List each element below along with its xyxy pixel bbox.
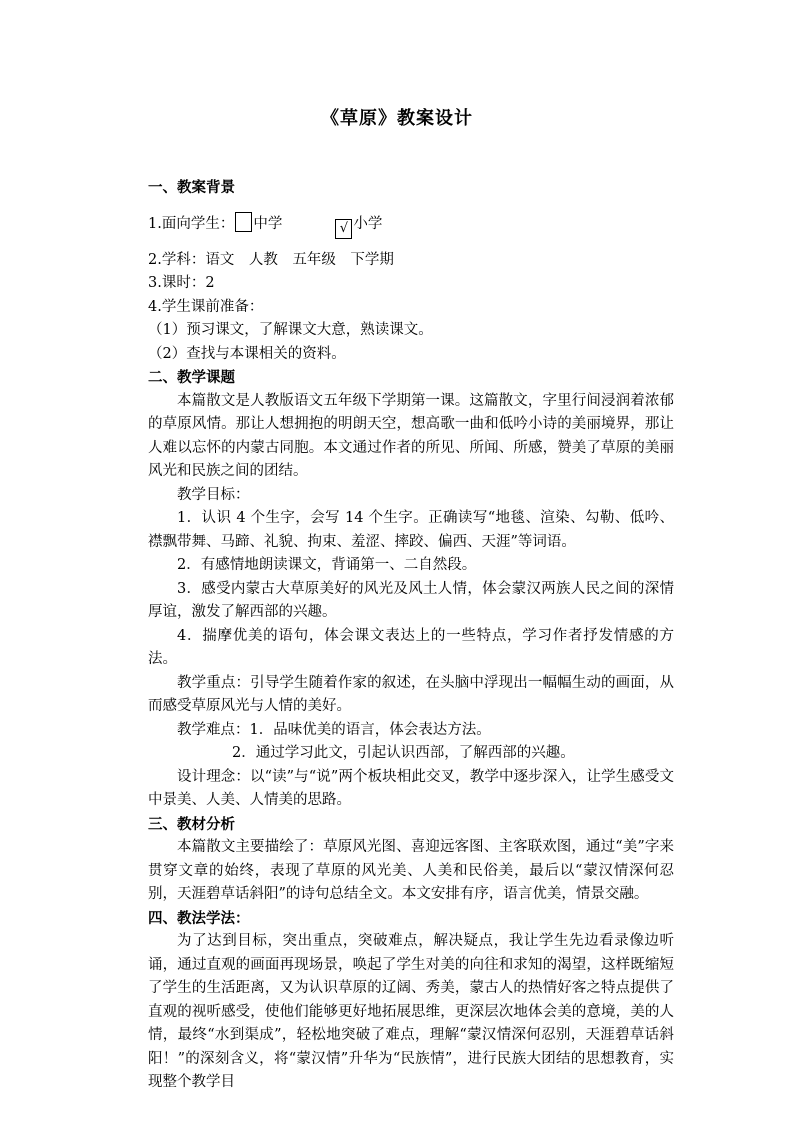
goals-label: 教学目标： (177, 486, 250, 503)
middle-school-label: 中学 (253, 215, 283, 232)
teaching-difficulty-1: 教学难点：1．品味优美的语言，体会表达方法。 (177, 721, 491, 738)
document-body (148, 176, 674, 1095)
goal-4: 4．揣摩优美的语句，体会课文表达上的一些特点，学习作者抒发情感的方法。 (148, 627, 674, 667)
methods-body: 为了达到目标，突出重点，突破难点，解决疑点，我让学生先边看录像边听诵，通过直观的画面再现场景，唤起了学生对美的向往和求知的渴望，这样既缩短了学生的生活距离，又为认识草原的辽阔、秀美，蒙古人的热情好客之特点提供了直观的视听感受，使他们能够更好地拓展思维，更深层次地体会美的意境，美的人情，最终“水到渠成”，轻松地突破了难点，理解“蒙汉情深何忍别，天涯碧草话斜阳！”的深刻含义，将“蒙汉情”升华为“民族情”，进行民族大团结的思想教育，实现整个教学目 (148, 933, 674, 1090)
document-title: 《草原》教案设计 (321, 108, 473, 129)
subject-line: 2.学科：语文 人教 五年级 下学期 (148, 251, 394, 268)
audience-label: 1.面向学生： (148, 215, 235, 232)
section-heading-topic: 二、教学课题 (148, 369, 235, 386)
hours-line: 3.课时：2 (148, 275, 215, 291)
teaching-difficulty-2: 2．通过学习此文，引起认识西部，了解西部的兴趣。 (232, 745, 575, 761)
topic-intro: 本篇散文是人教版语文五年级下学期第一课。这篇散文，字里行间浸润着浓郁的草原风情。那让人想拥抱的明朗天空，想高歌一曲和低吟小诗的美丽境界，那让人难以忘怀的内蒙古同胞。本文通过作者的所见、所闻、所感，赞美了草原的美丽风光和民族之间的团结。 (148, 392, 674, 479)
primary-school-checkbox: √ (335, 219, 352, 239)
prep-item-1: （1）预习课文，了解课文大意，熟读课文。 (148, 322, 433, 338)
audience-line (148, 212, 674, 239)
teaching-focus: 教学重点：引导学生随着作家的叙述，在头脑中浮现出一幅幅生动的画面，从而感受草原风光与人情的美好。 (148, 674, 674, 714)
goal-2: 2．有感情地朗读课文，背诵第一、二自然段。 (177, 557, 477, 573)
primary-school-label: 小学 (353, 215, 383, 232)
section-heading-background: 一、教案背景 (148, 179, 235, 196)
goal-1: 1．认识 4 个生字，会写 14 个生字。正确读写“地毯、渲染、勾勒、低吟、襟飘带舞、马蹄、礼貌、拘束、羞涩、摔跤、偏西、天涯”等词语。 (148, 510, 674, 550)
analysis-body: 本篇散文主要描绘了：草原风光图、喜迎远客图、主客联欢图，通过“美”字来贯穿文章的始终，表现了草原的风光美、人美和民俗美，最后以“蒙汉情深何忍别，天涯碧草话斜阳”的诗句总结全文。本文安排有序，语言优美，情景交融。 (148, 839, 674, 902)
section-heading-analysis: 三、教材分析 (148, 815, 235, 833)
goal-3: 3．感受内蒙古大草原美好的风光及风土人情，体会蒙汉两族人民之间的深情厚谊，激发了解西部的兴趣。 (148, 580, 674, 620)
prep-item-2: （2）查找与本课相关的资料。 (148, 345, 346, 362)
design-concept: 设计理念：以“读”与“说”两个板块相此交叉，教学中逐步深入，让学生感受文中景美、人美、人情美的思路。 (148, 768, 674, 808)
section-heading-methods: 四、教法学法： (148, 909, 250, 927)
prep-line: 4.学生课前准备： (148, 298, 264, 315)
middle-school-checkbox (235, 212, 252, 232)
